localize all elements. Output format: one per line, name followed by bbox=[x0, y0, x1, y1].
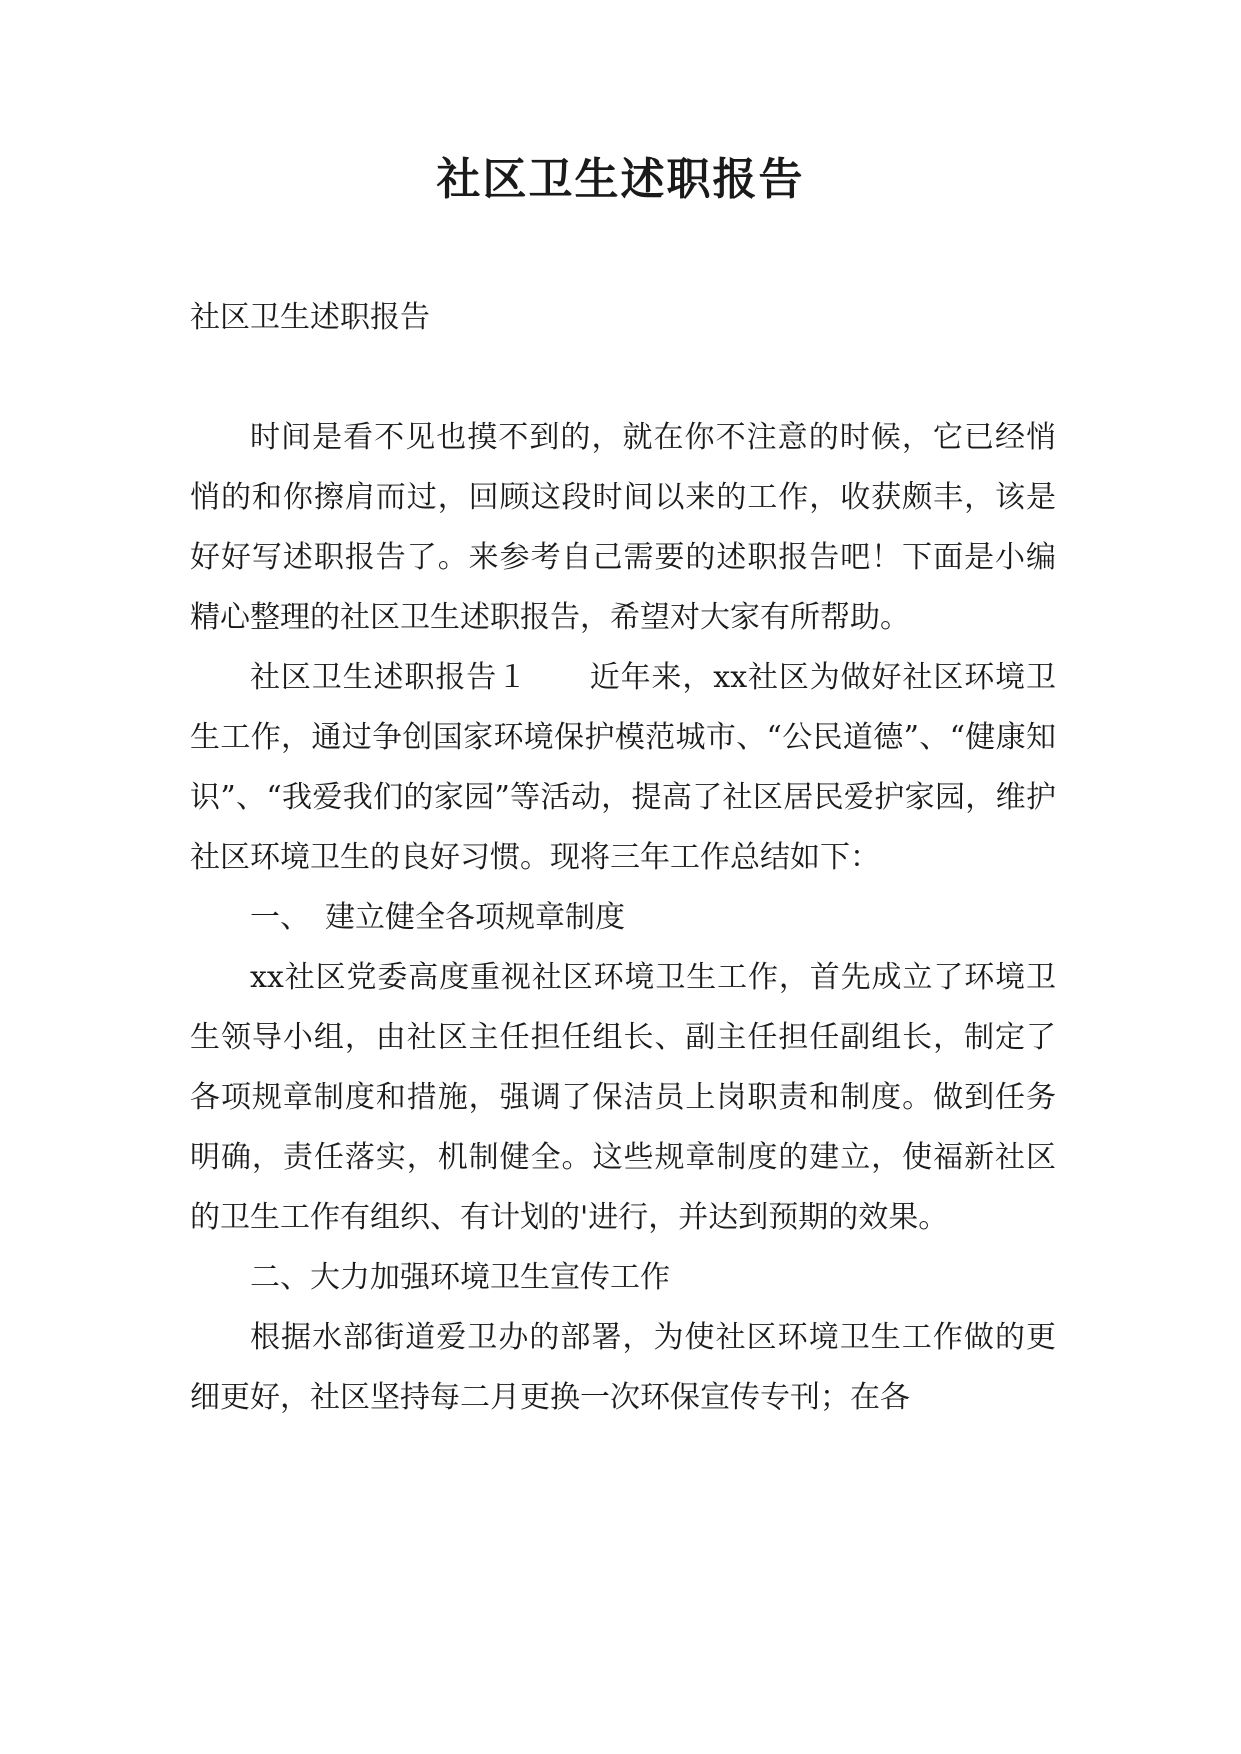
paragraph-section-2: 根据水部街道爱卫办的部署，为使社区环境卫生工作做的更细更好，社区坚持每二月更换一次环保宣传专刊；在各 bbox=[190, 1320, 1056, 1415]
section-heading-1: 一、 建立健全各项规章制度 bbox=[250, 900, 625, 935]
paragraph-intro: 时间是看不见也摸不到的，就在你不注意的时候，它已经悄悄的和你擦肩而过，回顾这段时间以来的工作，收获颇丰，该是好好写述职报告了。来参考自己需要的述职报告吧！下面是小编精心整理的社区卫生述职报告，希望对大家有所帮助。 bbox=[190, 420, 1056, 635]
document-title: 社区卫生述职报告 bbox=[436, 154, 805, 205]
paragraph-section-1: xx社区党委高度重视社区环境卫生工作，首先成立了环境卫生领导小组，由社区主任担任组长、副主任担任副组长，制定了各项规章制度和措施，强调了保洁员上岗职责和制度。做到任务明确，责任落实，机制健全。这些规章制度的建立，使福新社区的卫生工作有组织、有计划的'进行，并达到预期的效果。 bbox=[190, 960, 1056, 1235]
document-body bbox=[190, 288, 1056, 1428]
paragraph-report-1: 社区卫生述职报告１ 近年来，xx社区为做好社区环境卫生工作，通过争创国家环境保护模范城市、“公民道德”、“健康知识”、“我爱我们的家园”等活动，提高了社区居民爱护家园，维护社区环境卫生的良好习惯。现将三年工作总结如下： bbox=[190, 660, 1056, 875]
section-heading-2: 二、大力加强环境卫生宣传工作 bbox=[250, 1260, 670, 1295]
document-subtitle: 社区卫生述职报告 bbox=[190, 300, 430, 335]
